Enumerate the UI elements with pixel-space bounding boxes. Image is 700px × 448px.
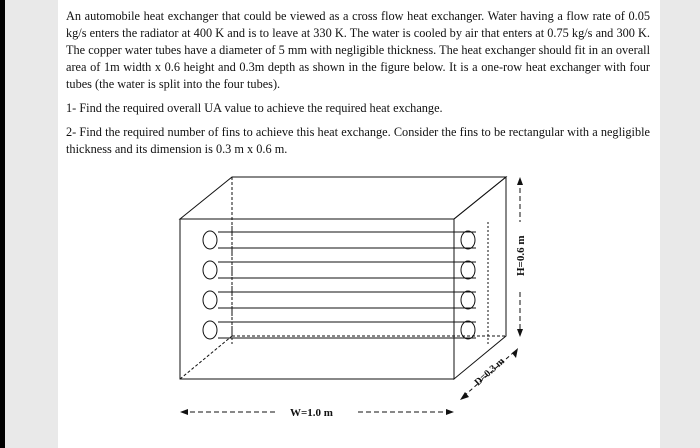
tube-2: [203, 261, 476, 279]
width-label: W=1.0 m: [290, 407, 333, 419]
question-1: 1- Find the required overall UA value to achieve the required heat exchange.: [66, 101, 443, 115]
question-2: 2- Find the required number of fins to achieve this heat exchange. Consider the fins to be rectangular with a negligible thickness and its dimension is 0.3 m x 0.6 m.: [66, 125, 650, 156]
heat-exchanger-figure: [58, 0, 660, 448]
height-label: H=0.6 m: [515, 235, 527, 276]
back-face: [232, 177, 506, 336]
left-margin-bar: [0, 0, 58, 448]
depth-label: D=0.3 m: [472, 355, 507, 389]
front-face: [180, 219, 454, 379]
right-margin-bar: [660, 0, 700, 448]
tube-3: [203, 291, 476, 309]
document-page: [58, 0, 660, 448]
tube-1: [203, 231, 476, 249]
top-face: [180, 177, 506, 219]
problem-intro: An automobile heat exchanger that could be viewed as a cross flow heat exchanger. Water having a flow rate of 0.05 kg/s enters the radiator at 400 K and is to leave at 330 K. The water is cooled by air that enters at 0.75 kg/s and 300 K. The copper water tubes have a diameter of 5 mm with negligible thickness. The heat exchanger should fit in an overall area of 1m width x 0.6 height and 0.3m depth as shown in the figure below. It is a one-row heat exchanger with four tubes (the water is split into the four tubes).: [66, 9, 650, 91]
